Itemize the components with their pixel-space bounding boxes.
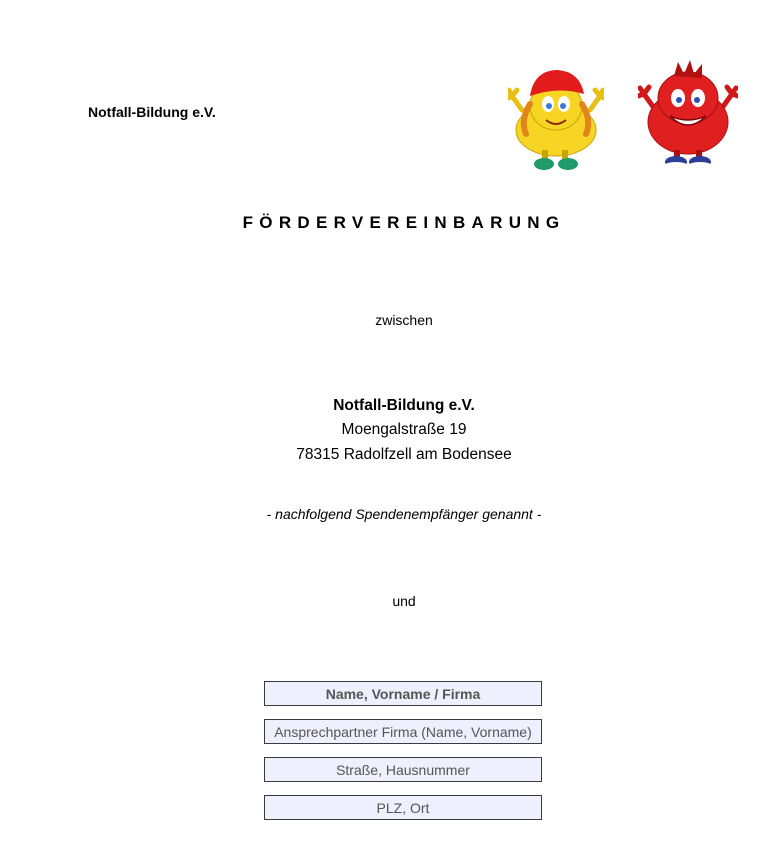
postal-city-field[interactable] [264,795,542,820]
mascot-girl-image [508,62,604,172]
street-field[interactable] [264,757,542,782]
recipient-city: 78315 Radolfzell am Bodensee [296,446,512,463]
and-text: und [392,593,416,609]
mascot-boy-image [638,58,738,170]
document-title: FÖRDERVEREINBARUNG [242,213,566,232]
between-text: zwischen [375,312,433,328]
name-company-field[interactable] [264,681,542,706]
recipient-note: - nachfolgend Spendenempfänger genannt - [266,506,542,522]
recipient-name: Notfall-Bildung e.V. [333,397,475,414]
contact-person-field[interactable] [264,719,542,744]
organization-header: Notfall-Bildung e.V. [88,104,216,120]
recipient-street: Moengalstraße 19 [341,421,467,438]
